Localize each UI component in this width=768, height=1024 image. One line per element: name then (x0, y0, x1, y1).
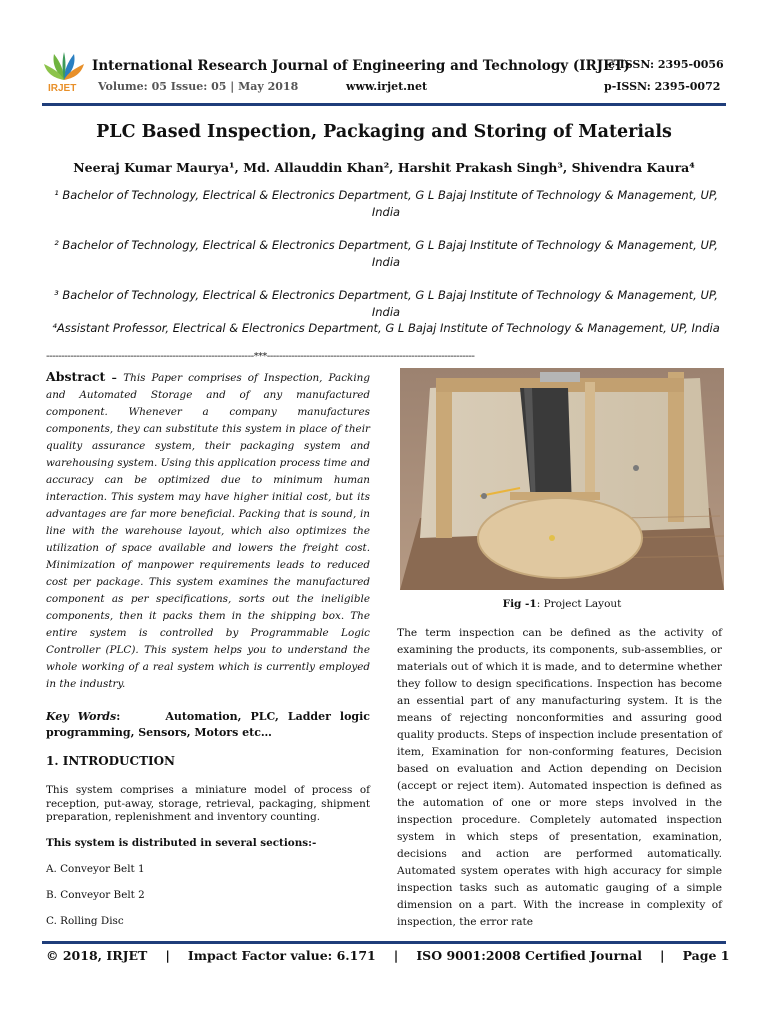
affiliation-3: ³ Bachelor of Technology, Electrical & Electronics Department, G L Bajaj Institute of Technology & Management, UP, India (54, 288, 718, 319)
logo-text: IRJET (48, 83, 77, 94)
paper-title: PLC Based Inspection, Packaging and Storing of Materials (96, 122, 672, 142)
footer-page-number: Page 1 (682, 948, 730, 963)
footer-copyright: © 2018, IRJET (46, 948, 148, 963)
journal-logo (42, 50, 86, 98)
abstract-heading: Abstract (46, 369, 106, 384)
introduction-paragraph: This system comprises a miniature model of process of reception, put-away, storage, retrieval, packaging, shipment preparation, replenishment and inventory counting. (46, 784, 370, 823)
sections-lead: This system is distributed in several sections:- (46, 836, 317, 849)
keywords (46, 709, 370, 741)
footer-separator: | (393, 948, 399, 963)
footer-impact-factor: Impact Factor value: 6.171 (187, 948, 376, 963)
left-column (46, 368, 370, 930)
figure-caption (400, 598, 724, 610)
figure-caption-text: : Project Layout (536, 598, 622, 610)
figure-label: Fig -1 (502, 598, 537, 610)
list-item: C. Rolling Disc (46, 914, 124, 927)
list-item: B. Conveyor Belt 2 (46, 888, 145, 901)
abstract (46, 368, 370, 693)
list-item: A. Conveyor Belt 1 (46, 862, 145, 875)
affiliation-2: ² Bachelor of Technology, Electrical & Electronics Department, G L Bajaj Institute of Technology & Management, UP, India (54, 238, 718, 269)
keywords-colon: : (116, 710, 121, 723)
introduction-heading: 1. INTRODUCTION (46, 754, 176, 768)
page-footer (46, 948, 730, 963)
journal-title: International Research Journal of Engineering and Technology (IRJET) (92, 58, 630, 74)
abstract-text: This Paper comprises of Inspection, Packing and Automated Storage and of any manufactured component. Whenever a company manufactures components, they can substitute this system in place of their quality assurance system, their packaging system and warehousing system. Using this application process time and accuracy can be optimized due to minimum human interaction. This system may have higher initial cost, but its advantages are far more beneficial. Packing that is sound, in line with the warehouse layout, which also optimizes the utilization of space available and lowers the freight cost. Minimization of manpower requirements leads to reduced cost per package. This system examines the manufactured component as per specifications, sorts out the ineligible components, then it packs them in the shipping box. The entire system is controlled by Programmable Logic Controller (PLC). This system helps you to understand the whole working of a real system which is currently employed in the industry. (46, 372, 370, 690)
footer-rule (42, 941, 726, 944)
keywords-text: Automation, PLC, Ladder logic programming, Sensors, Motors etc… (46, 710, 370, 739)
footer-separator: | (660, 948, 665, 963)
abstract-dash: – (105, 372, 124, 384)
author-list: Neeraj Kumar Maurya¹, Md. Allauddin Khan², Harshit Prakash Singh³, Shivendra Kaura⁴ (73, 160, 695, 175)
keywords-heading: Key Words (46, 710, 117, 723)
journal-website-link[interactable]: www.irjet.net (346, 80, 428, 93)
footer-iso: ISO 9001:2008 Certified Journal (416, 948, 642, 963)
p-issn: p-ISSN: 2395-0072 (604, 80, 721, 93)
header-rule (42, 103, 726, 106)
e-issn: e-ISSN: 2395-0056 (608, 58, 724, 71)
inspection-paragraph: The term inspection can be defined as the activity of examining the products, its components, sub-assemblies, or materials out of which it is made, and to determine whether they follow to design specifications. Inspection has become an essential part of any manufacturing system. It is the means of rejecting nonconformities and assuring good quality products. Steps of inspection include presentation of item, Examination for non-conforming features, Decision based on evaluation and Action depending on Decision (accept or reject item). Automated inspection is defined as the automation of one or more steps involved in the inspection procedure. Completely automated inspection system in which steps of presentation, examination, decisions and action are performed automatically. Automated system operates with high accuracy for simple inspection tasks such as automatic gauging of a simple dimension on a part. With the increase in complexity of inspection, the error rate (397, 627, 722, 928)
affiliation-4: ⁴Assistant Professor, Electrical & Electronics Department, G L Bajaj Institute of Technology & Management, UP, India (52, 321, 720, 335)
section-separator: ---------------------------------------------------------------------***--------------------------------------------------------------------- (46, 351, 475, 362)
project-layout-photo (400, 368, 724, 590)
volume-issue: Volume: 05 Issue: 05 | May 2018 (98, 80, 299, 93)
affiliation-1: ¹ Bachelor of Technology, Electrical & Electronics Department, G L Bajaj Institute of Technology & Management, UP, India (54, 188, 718, 219)
footer-separator: | (165, 948, 170, 963)
project-photo-illustration (400, 368, 724, 590)
